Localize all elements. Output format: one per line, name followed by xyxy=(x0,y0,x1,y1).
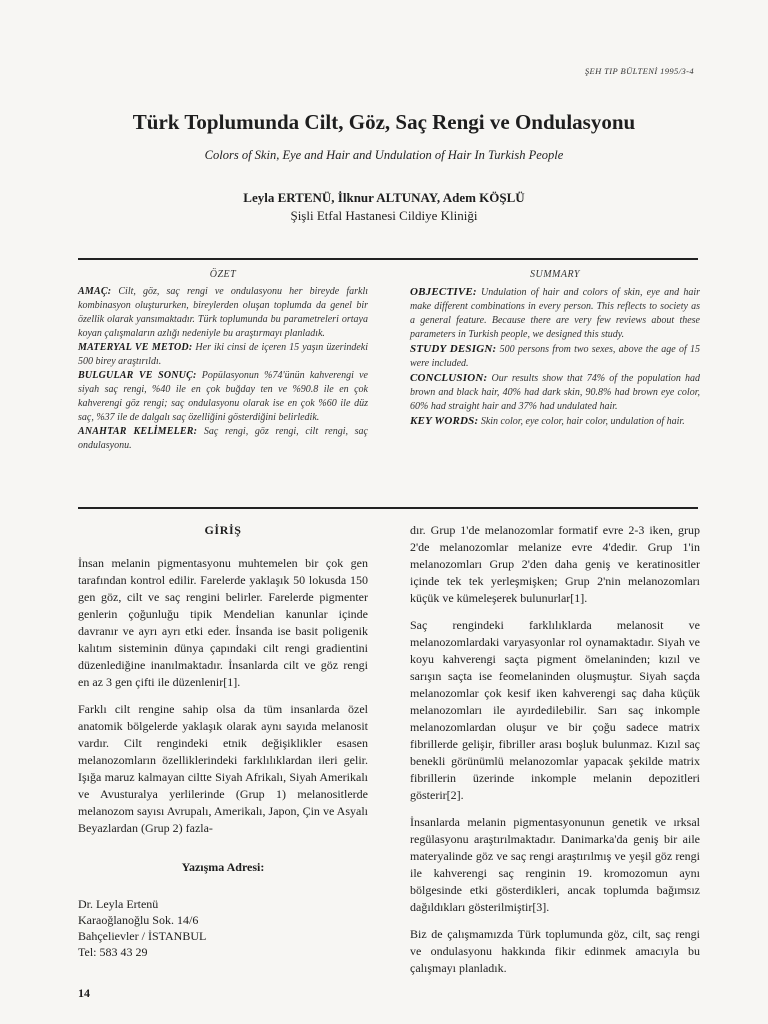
correspondence-heading: Yazışma Adresi: xyxy=(181,860,265,874)
summary-text: 500 persons from two sexes, above the age of 15 were included. xyxy=(410,344,700,369)
turkish-abstract xyxy=(78,268,368,453)
summary-paragraph xyxy=(410,285,700,342)
abstract-text: Saç rengi, göz rengi, cilt rengi, saç ondulasyonu. xyxy=(78,426,368,451)
abstract-paragraph xyxy=(78,285,368,341)
abstract-heading-summary: SUMMARY xyxy=(530,269,580,280)
author-list: Leyla ERTENÜ, İlknur ALTUNAY, Adem KÖŞLÜ xyxy=(243,190,525,205)
page-number: 14 xyxy=(78,986,90,1000)
summary-label: KEY WORDS: xyxy=(410,415,479,427)
abstract-label: MATERYAL VE METOD: xyxy=(78,342,193,353)
summary-paragraph xyxy=(410,414,700,429)
abstract-label: AMAÇ: xyxy=(78,286,112,297)
body-column-left xyxy=(78,522,368,960)
section-heading-giris: GİRİŞ xyxy=(204,523,242,537)
body-paragraph: dır. Grup 1'de melanozomlar formatif evre 2-3 iken, grup 2'de melanozomlar melanize evre 4'dedir. Grup 1'in melanozomları Grup 2'den daha geniş ve keratinositler içinde tek tek yerleşmişken; Grup 2'nin melanozomları küçük ve kümeleşerek bulunurlar[1]. xyxy=(410,523,700,605)
summary-text: Undulation of hair and colors of skin, eye and hair make different combinations in every person. This reflects to society as a general feature. Because there are very few reviews about these parameters in Turkish people, we designed this study. xyxy=(410,287,700,340)
abstract-label: ANAHTAR KELİMELER: xyxy=(78,426,198,437)
body-paragraph: Farklı cilt rengine sahip olsa da tüm insanlarda özel anatomik bölgelerde yaklaşık olarak aynı sayıda melanosit vardır. Cilt rengindeki etnik değişiklikler esasen melanozomların özelliklerindeki farklılıklardan ileri gelir. Işığa maruz kalmayan ciltte Siyah Afrikalı, Siyah Amerikalı ve Avusturalya yerlilerinde (Grup 1) melanositlerde melanozom sayısı Avrupalı, Amerikalı, Japon, Çin ve Asyalı Beyazlardan (Grup 2) fazla- xyxy=(78,702,368,835)
summary-label: CONCLUSION: xyxy=(410,372,488,384)
summary-text: Skin color, eye color, hair color, undulation of hair. xyxy=(480,416,685,427)
abstract-text: Popülasyonun %74'ünün kahverengi ve siyah saç rengi, %40 ile en çok buğday ten ve %90.8 ile en çok kahverengi göz rengi; saç ondulasyonu olarak ise en çok %60 ile düz saç, %37 ile de dalgalı saç özelliğini gösterdiğini belirledik. xyxy=(78,370,368,423)
address-line: Tel: 583 43 29 xyxy=(78,945,148,959)
abstract-text: Her iki cinsi de içeren 15 yaşın üzerindeki 500 birey araştırıldı. xyxy=(78,342,369,367)
journal-reference: ŞEH TIP BÜLTENİ 1995/3-4 xyxy=(584,66,694,76)
abstract-paragraph xyxy=(78,369,368,425)
body-paragraph: İnsan melanin pigmentasyonu muhtemelen bir çok gen tarafından kontrol edilir. Farelerde yaklaşık 50 lokusda 150 gen göz, cilt ve saç rengini belirler. Farelerde pigmenter genlerin çoğunluğu tipik Mendelian kanunlar içinde davranır ve ayrı ayrı etki eder. İnsanda ise basit poligenik kalıtım sisteminin dünya çapındaki cilt rengi gradientini düzenlediğine inanılmaktadır. İnsanlarda cilt ve göz rengi en az 3 gen çifti ile düzenlenir[1]. xyxy=(78,556,368,689)
english-summary xyxy=(410,268,700,429)
address-line: Dr. Leyla Ertenü xyxy=(78,897,159,911)
abstract-paragraph xyxy=(78,341,368,369)
address-line: Karaoğlanoğlu Sok. 14/6 xyxy=(78,913,199,927)
author-affiliation: Şişli Etfal Hastanesi Cildiye Kliniği xyxy=(290,208,478,223)
address-line: Bahçelievler / İSTANBUL xyxy=(78,929,207,943)
abstract-paragraph xyxy=(78,425,368,453)
abstract-label: BULGULAR VE SONUÇ: xyxy=(78,370,197,381)
article-title: Türk Toplumunda Cilt, Göz, Saç Rengi ve Ondulasyonu xyxy=(132,110,636,134)
article-subtitle: Colors of Skin, Eye and Hair and Undulation of Hair In Turkish People xyxy=(204,148,564,162)
summary-paragraph xyxy=(410,371,700,414)
summary-label: OBJECTIVE: xyxy=(410,286,477,298)
abstract-bottom-rule xyxy=(78,507,698,509)
body-paragraph: Biz de çalışmamızda Türk toplumunda göz, cilt, saç rengi ve ondulasyonu hakkında fikir edinmek amacıyla bu çalışmayı planladık. xyxy=(410,927,700,975)
abstract-top-rule xyxy=(78,258,698,260)
body-paragraph: Saç rengindeki farklılıklarda melanosit ve melanozomlardaki varyasyonlar rol oynamaktadır. Siyah ve koyu kahverengi saçta pigment ömelaninden; kızıl ve sarışın saçta ise feomelaninden oluşmuştur. Siyah saçda melanozomlar çok kesif iken kahverengi saç daha küçük melanozomları ile ayırdedilebilir. Sarı saç inkomple melanozomlardan oluşur ve bir çoğu sadece matrix fibrillerde gelişir, fibriller arası boşluk bulunmaz. Kızıl saç benekli görünümlü melanozomlar yapacak şekilde matrix fibrillerin üzerinde inkomple melanin depozitleri gösterir[2]. xyxy=(410,618,700,802)
summary-label: STUDY DESIGN: xyxy=(410,343,497,355)
summary-paragraph xyxy=(410,342,700,371)
abstract-heading-ozet: ÖZET xyxy=(209,269,237,280)
summary-text: Our results show that 74% of the population had brown and black hair, 40% had dark skin, 90.8% had brown eye color, 60% had straight hair and 37% had undulated hair. xyxy=(410,373,701,412)
abstract-text: Cilt, göz, saç rengi ve ondulasyonu her bireyde farklı kombinasyon oluştururken, bireylerden oluşan toplumda da genel bir özellik olarak yansımaktadır. Türk toplumunda bu parametreleri ortaya koyan çalışmaların azlığı nedeniyle bu araştırmayı planladık. xyxy=(78,286,369,339)
body-paragraph: İnsanlarda melanin pigmentasyonunun genetik ve ırksal regülasyonu araştırılmaktadır. Danimarka'da geniş bir aile materyalinde göz ve saç rengi araştırılmış ve yeşil göz rengi ile kahverengi saç renginin 19. kromozomun aynı bölgesinde etki gösterdikleri, ancak toplumda bağımsız dağıldıkları gösterilmiştir[3]. xyxy=(410,815,700,914)
body-column-right xyxy=(410,522,700,987)
